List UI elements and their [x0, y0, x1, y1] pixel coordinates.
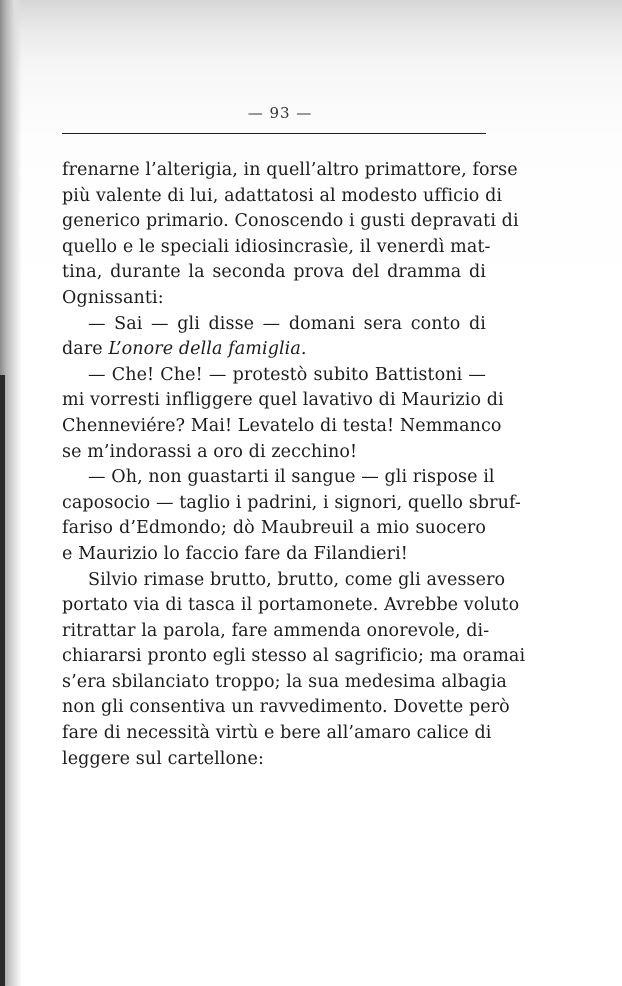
- text-line: quello e le speciali idiosincrasìe, il venerdì mat-: [62, 236, 491, 257]
- text-line: portato via di tasca il portamonete. Avrebbe voluto: [62, 595, 520, 616]
- body-text: [62, 158, 526, 772]
- text-line: fariso d’Edmondo; dò Maubreuil a mio suocero: [62, 518, 486, 539]
- text-line: se m’indorassi a oro di zecchino!: [62, 441, 358, 462]
- page-number: — 93 —: [247, 104, 313, 122]
- text-line: ritrattar la parola, fare ammenda onorevole, di-: [62, 620, 490, 641]
- text-line: — Che! Che! — protestò subito Battistoni —: [88, 364, 486, 385]
- text-line: fare di necessità virtù e bere all’amaro calice di: [62, 723, 492, 744]
- text-line: leggere sul cartellone:: [62, 748, 264, 769]
- text-line: s’era sbilanciato troppo; la sua medesima albagia: [62, 671, 507, 692]
- text-line: e Maurizio lo faccio fare da Filandieri!: [62, 543, 408, 564]
- text-line: Ognissanti:: [62, 287, 164, 308]
- text-line: Chenneviére? Mai! Levatelo di testa! Nemmanco: [62, 415, 502, 436]
- text-fragment: dare: [62, 339, 109, 360]
- text-line: tina, durante la seconda prova del dramma di: [62, 262, 486, 283]
- text-line: non gli consentiva un ravvedimento. Dovette però: [62, 697, 510, 718]
- text-line: caposocio — taglio i padrini, i signori, quello sbruf-: [62, 492, 521, 513]
- text-line: — Oh, non guastarti il sangue — gli rispose il: [88, 467, 495, 488]
- text-line: mi vorresti infliggere quel lavativo di Maurizio di: [62, 390, 504, 411]
- text-line: generico primario. Conoscendo i gusti depravati di: [62, 211, 519, 232]
- text-line: chiararsi pronto egli stesso al sagrificio; ma oramai: [62, 646, 526, 667]
- header-rule: [62, 133, 486, 134]
- text-line: — Sai — gli disse — domani sera conto di: [88, 313, 486, 334]
- text-line: [62, 337, 486, 363]
- play-title: L’onore della famiglia.: [108, 339, 307, 360]
- spine-edge: [0, 375, 5, 986]
- text-line: Silvio rimase brutto, brutto, come gli avessero: [88, 569, 506, 590]
- text-line: più valente di lui, adattatosi al modesto ufficio di: [62, 185, 503, 206]
- text-line: frenarne l’alterigia, in quell’altro primattore, forse: [62, 160, 518, 180]
- scan-shading: [0, 0, 622, 70]
